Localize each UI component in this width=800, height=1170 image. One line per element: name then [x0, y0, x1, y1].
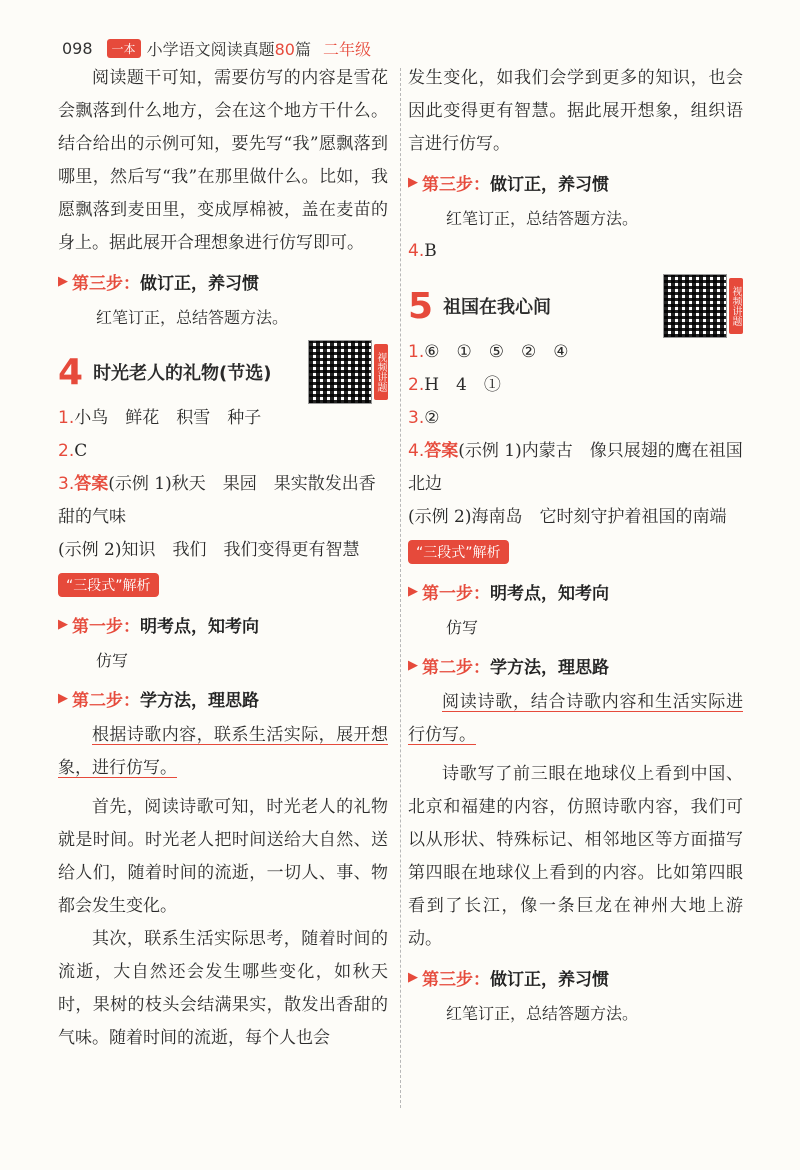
- book-title-post: 篇: [294, 39, 311, 59]
- section-title: 时光老人的礼物(节选): [93, 363, 272, 384]
- step3-heading: [58, 264, 388, 298]
- answer-number: 1.: [408, 342, 425, 362]
- step3b-heading: [408, 960, 743, 994]
- answer-text: H 4 ①: [424, 375, 501, 395]
- body-paragraph-2: 其次，联系生活实际思考，随着时间的流逝，大自然还会发生哪些变化，如秋天时，果树的枝头会结满果实，散发出香甜的气味。随着时间的流逝，每个人也会: [58, 929, 388, 1048]
- answer-2: [58, 435, 388, 468]
- answer-number: 2.: [58, 441, 75, 461]
- answer-key-label: 答案: [424, 441, 459, 461]
- arrow-icon: ▶: [58, 273, 68, 289]
- arrow-icon: ▶: [408, 657, 418, 673]
- step-label: 第一步：: [422, 583, 490, 604]
- answer-number: 3.: [58, 474, 75, 494]
- body-paragraph: 诗歌写了前三眼在地球仪上看到中国、北京和福建的内容，仿照诗歌内容，我们可以从形状、特殊标记、相邻地区等方面描写第四眼在地球仪上看到的内容。比如第四眼看到了长江，像一条巨龙在神州大地上游动。: [408, 764, 743, 949]
- step-text: 学方法，理思路: [490, 657, 609, 678]
- section-number: 4: [58, 351, 84, 393]
- answer-number: 4.: [408, 241, 425, 261]
- step1-sub: 仿写: [96, 651, 129, 670]
- answer-key-label: 答案: [74, 474, 109, 494]
- section-5-heading: [408, 276, 743, 336]
- step3b-sub: 红笔订正，总结答题方法。: [446, 1004, 639, 1023]
- body-paragraph-1: 首先，阅读诗歌可知，时光老人的礼物就是时间。时光老人把时间送给大自然、送给人们，随着时间的流逝，一切人、事、物都会发生变化。: [58, 797, 388, 916]
- step-label: 第二步：: [422, 657, 490, 678]
- step-label: 第三步：: [72, 273, 140, 294]
- step-label: 第一步：: [72, 616, 140, 637]
- step3-heading: [408, 165, 743, 199]
- answer-1: [58, 402, 388, 435]
- book-title-num: 80: [274, 39, 295, 59]
- answer-3: [408, 402, 743, 435]
- qr-code-icon[interactable]: [308, 340, 372, 404]
- answer-number: 2.: [408, 375, 425, 395]
- step-text: 明考点，知考向: [140, 616, 259, 637]
- answer-3: [58, 468, 388, 534]
- answer-text: B: [424, 241, 437, 261]
- step3-sub: 红笔订正，总结答题方法。: [96, 308, 289, 327]
- step2-sub: 根据诗歌内容，联系生活实际，展开想象，进行仿写。: [58, 725, 388, 778]
- answer-4-prev: [408, 235, 743, 268]
- section-number: 5: [408, 285, 434, 327]
- step1-heading: [408, 574, 743, 608]
- answer-number: 4.: [408, 441, 425, 461]
- video-tag: 视频讲题: [374, 344, 388, 400]
- step2-heading: [408, 648, 743, 682]
- step3-sub: 红笔订正，总结答题方法。: [446, 209, 639, 228]
- book-title: [147, 37, 311, 60]
- step-text: 做订正，养习惯: [140, 273, 259, 294]
- column-divider: [400, 68, 401, 1108]
- answer-2: [408, 369, 743, 402]
- section-title: 祖国在我心间: [443, 297, 552, 318]
- arrow-icon: ▶: [408, 969, 418, 985]
- brand-logo: 一本: [107, 39, 141, 58]
- answer-3-example-2: (示例 2)知识 我们 我们变得更有智慧: [58, 540, 360, 560]
- page-number: 098: [62, 38, 93, 58]
- step-label: 第三步：: [422, 969, 490, 990]
- qr-code-icon[interactable]: [663, 274, 727, 338]
- analysis-badge: “三段式”解析: [408, 540, 509, 564]
- continued-paragraph: 发生变化，如我们会学到更多的知识，也会因此变得更有智慧。据此展开想象，组织语言进行仿写。: [408, 68, 743, 154]
- step2-sub: 阅读诗歌，结合诗歌内容和生活实际进行仿写。: [408, 692, 743, 745]
- grade-label: 二年级: [322, 39, 371, 59]
- answer-4: [408, 435, 743, 501]
- answer-number: 3.: [408, 408, 425, 428]
- answer-text: 小鸟 鲜花 积雪 种子: [74, 408, 262, 428]
- step-label: 第三步：: [422, 174, 490, 195]
- answer-text: ②: [424, 408, 440, 428]
- arrow-icon: ▶: [408, 174, 418, 190]
- arrow-icon: ▶: [58, 616, 68, 632]
- section-4-heading: [58, 342, 388, 402]
- step-text: 做订正，养习惯: [490, 174, 609, 195]
- answer-text: (示例 1)内蒙古 像只展翅的鹰在祖国北边: [408, 441, 743, 494]
- step-text: 学方法，理思路: [140, 690, 259, 711]
- answer-text: ⑥ ① ⑤ ② ④: [424, 342, 569, 362]
- answer-text: (示例 1)秋天 果园 果实散发出香甜的气味: [58, 474, 376, 527]
- video-tag: 视频讲题: [729, 278, 743, 334]
- step1-heading: [58, 607, 388, 641]
- step1-sub: 仿写: [446, 618, 479, 637]
- answer-text: C: [74, 441, 88, 461]
- page-header: [62, 34, 371, 62]
- analysis-badge: “三段式”解析: [58, 573, 159, 597]
- intro-paragraph: 阅读题干可知，需要仿写的内容是雪花会飘落到什么地方，会在这个地方干什么。结合给出的示例可知，要先写“我”愿飘落到哪里，然后写“我”在那里做什么。比如，我愿飘落到麦田里，变成厚棉被，盖在麦苗的身上。据此展开合理想象进行仿写即可。: [58, 68, 388, 253]
- arrow-icon: ▶: [408, 583, 418, 599]
- answer-1: [408, 336, 743, 369]
- right-column: [408, 62, 743, 1030]
- book-title-pre: 小学语文阅读真题: [146, 39, 275, 59]
- step-text: 做订正，养习惯: [490, 969, 609, 990]
- step-text: 明考点，知考向: [490, 583, 609, 604]
- step-label: 第二步：: [72, 690, 140, 711]
- answer-4-example-2: (示例 2)海南岛 它时刻守护着祖国的南端: [408, 507, 727, 527]
- step2-heading: [58, 681, 388, 715]
- arrow-icon: ▶: [58, 690, 68, 706]
- answer-number: 1.: [58, 408, 75, 428]
- left-column: [58, 62, 388, 1055]
